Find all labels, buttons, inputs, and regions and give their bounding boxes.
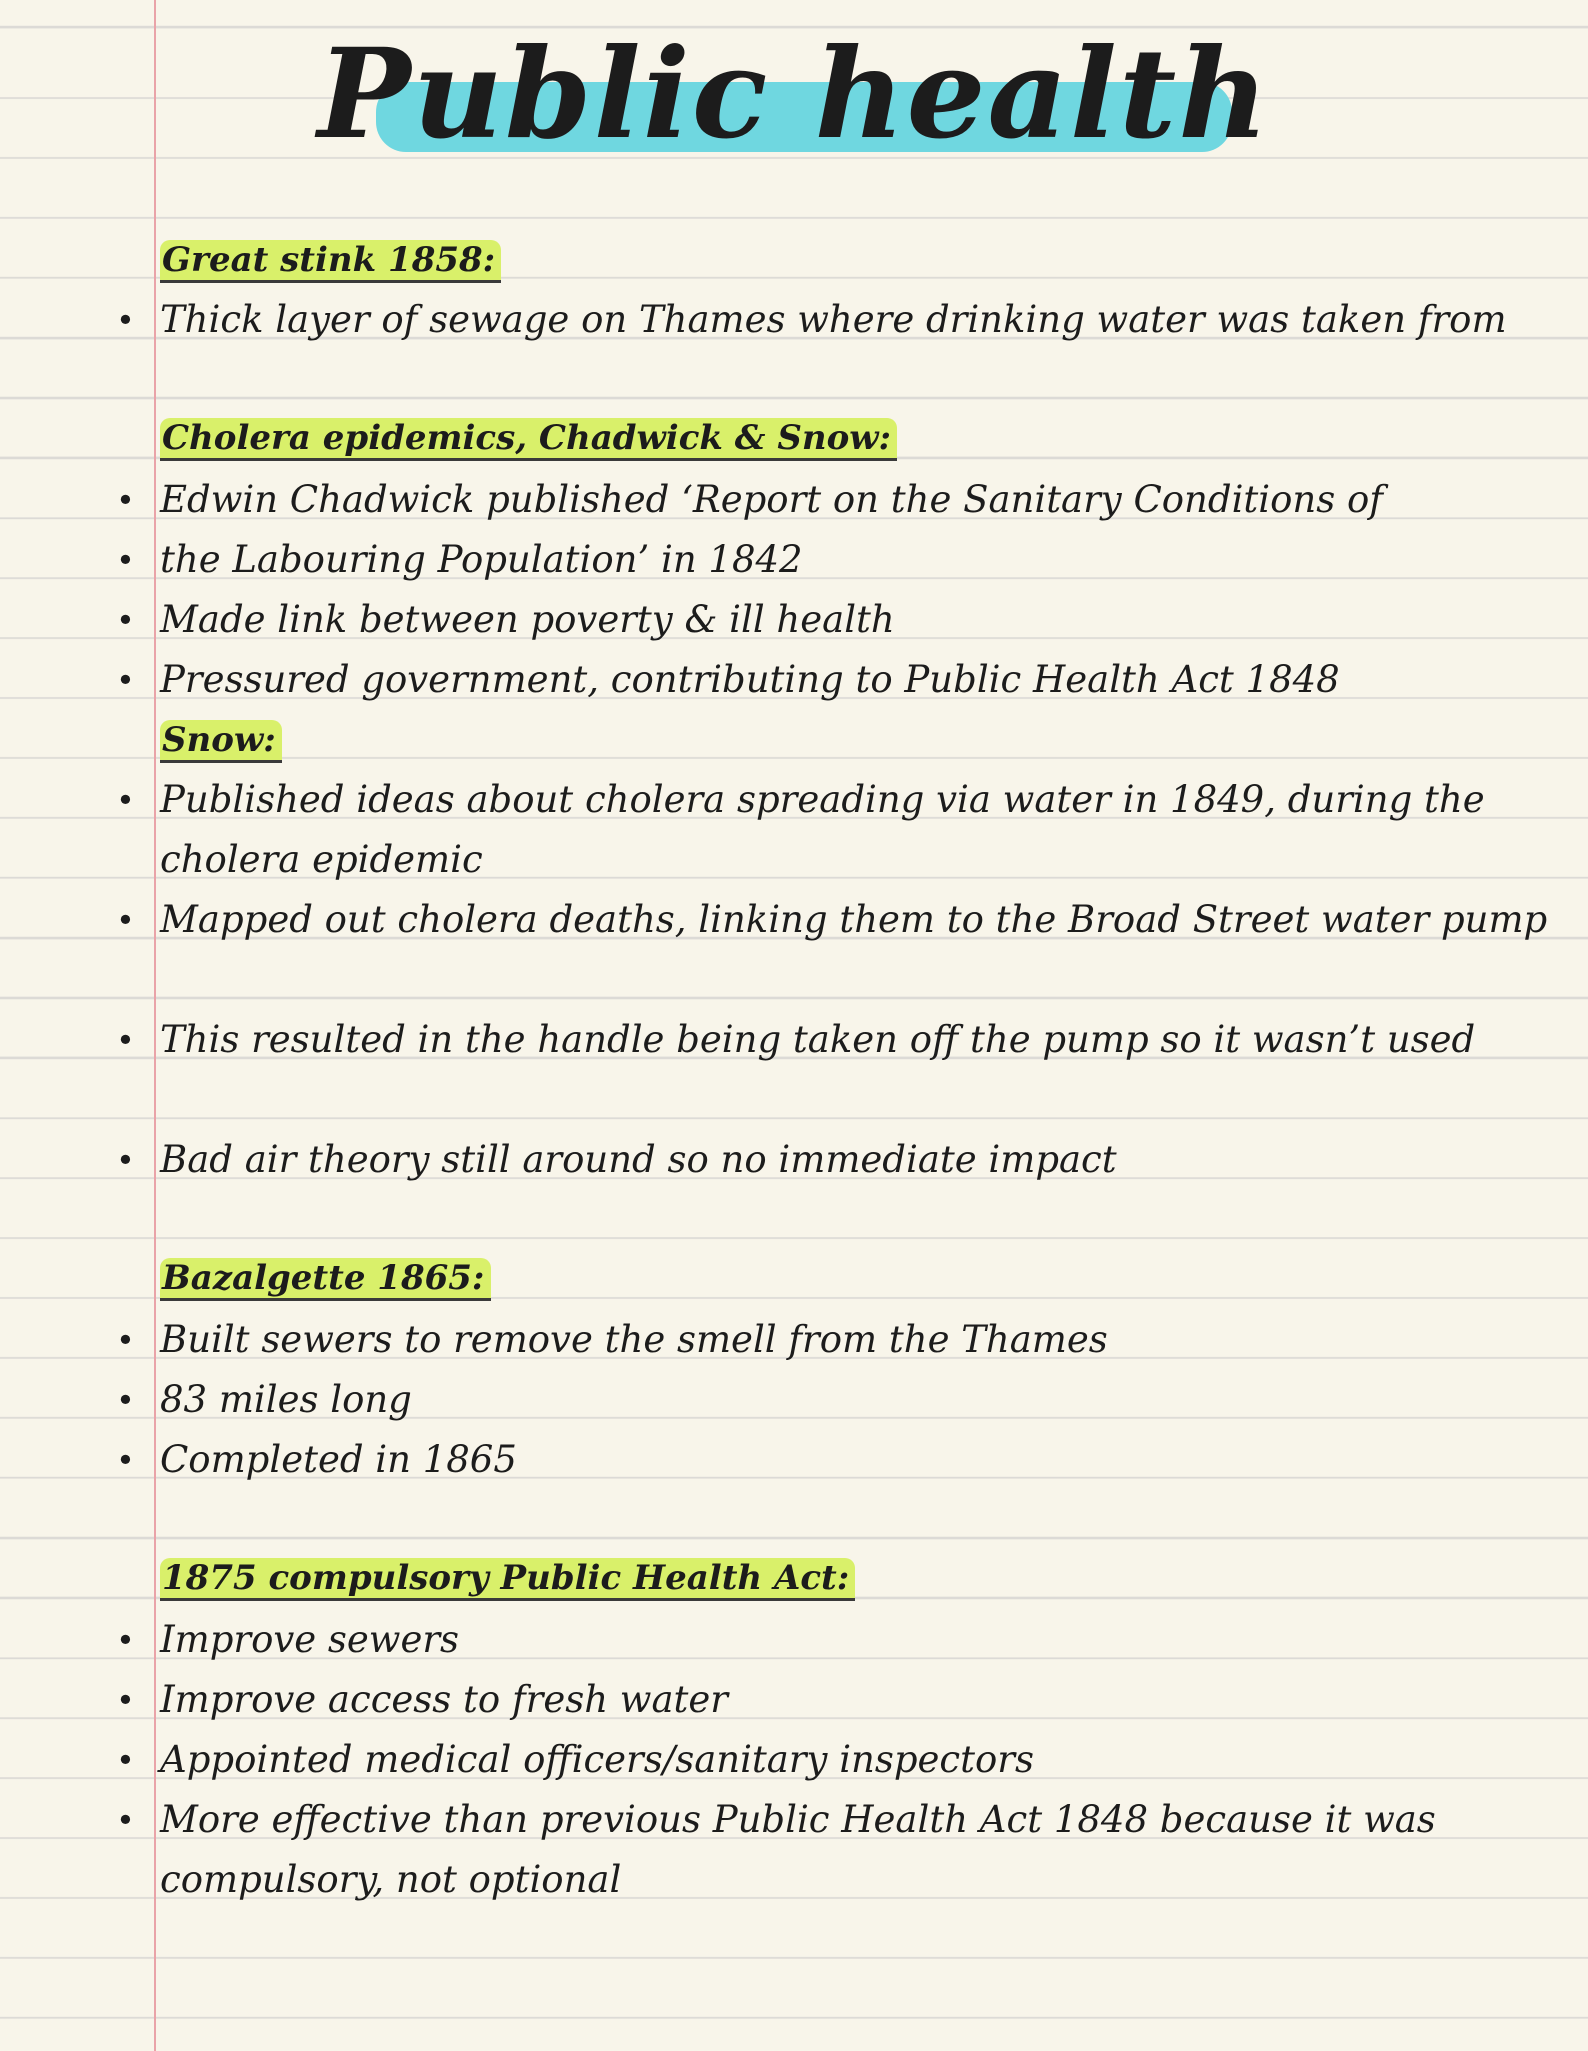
section-heading: Snow:	[160, 715, 282, 765]
list-item: • 83 miles long	[110, 1370, 1580, 1430]
list-item: • Made link between poverty & ill health	[110, 590, 1580, 650]
list-item: • Improve sewers	[110, 1610, 1580, 1670]
bullet-icon: •	[116, 1441, 135, 1479]
bullet-icon: •	[116, 1681, 135, 1719]
bullet-icon: •	[116, 901, 135, 939]
list-item: • Improve access to fresh water	[110, 1670, 1580, 1730]
bullet-icon: •	[116, 541, 135, 579]
section-heading: Bazalgette 1865:	[160, 1253, 491, 1303]
list-item: • Thick layer of sewage on Thames where drinking water was taken from	[110, 290, 1580, 350]
section-heading: 1875 compulsory Public Health Act:	[160, 1553, 855, 1603]
bullet-icon: •	[116, 481, 135, 519]
list-item: • Built sewers to remove the smell from the Thames	[110, 1310, 1580, 1370]
bullet-icon: •	[116, 1741, 135, 1779]
list-item: • Mapped out cholera deaths, linking them to the Broad Street water pump	[110, 890, 1580, 950]
bullet-icon: •	[116, 781, 135, 819]
list-item: • Appointed medical officers/sanitary inspectors	[110, 1730, 1580, 1790]
bullet-icon: •	[116, 1621, 135, 1659]
bullet-icon: •	[116, 1021, 135, 1059]
title-block	[0, 20, 1588, 167]
bullet-icon: •	[116, 601, 135, 639]
section-heading: Great stink 1858:	[160, 235, 501, 285]
bullet-icon: •	[116, 1321, 135, 1359]
list-item: • Edwin Chadwick published ‘Report on the Sanitary Conditions of	[110, 470, 1580, 530]
list-item: • Pressured government, contributing to Public Health Act 1848	[110, 650, 1580, 710]
list-item: • Bad air theory still around so no immediate impact	[110, 1130, 1580, 1190]
list-item: • Published ideas about cholera spreading via water in 1849, during the cholera epidemic	[110, 770, 1580, 890]
bullet-icon: •	[116, 1801, 135, 1839]
bullet-icon: •	[116, 1141, 135, 1179]
list-item: • More effective than previous Public Health Act 1848 because it was compulsory, not optional	[110, 1790, 1580, 1910]
section-heading: Cholera epidemics, Chadwick & Snow:	[160, 413, 897, 463]
bullet-icon: •	[116, 661, 135, 699]
list-item: • Completed in 1865	[110, 1430, 1580, 1490]
list-item: • This resulted in the handle being taken off the pump so it wasn’t used	[110, 1010, 1580, 1070]
bullet-icon: •	[116, 301, 135, 339]
page-title: Public health	[317, 22, 1271, 167]
list-item: • the Labouring Population’ in 1842	[110, 530, 1580, 590]
bullet-icon: •	[116, 1381, 135, 1419]
